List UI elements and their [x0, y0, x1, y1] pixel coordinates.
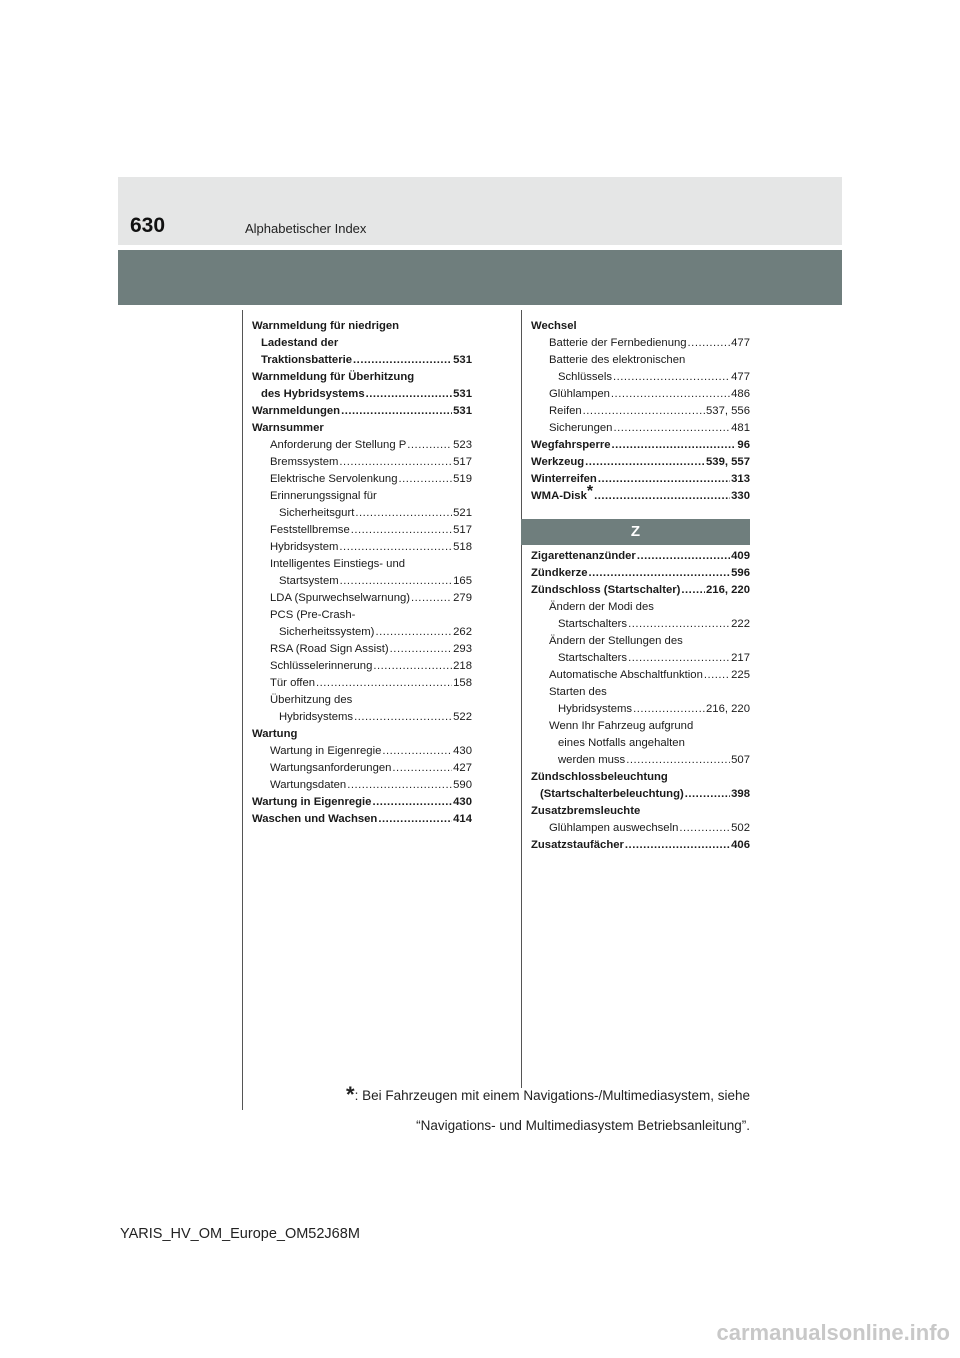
index-entry-term: Wartung in Eigenregie: [252, 796, 372, 808]
index-entry: [531, 752, 750, 769]
index-entry: [252, 573, 472, 590]
index-entry: [252, 488, 472, 505]
index-entry-term: Ändern der Modi des: [549, 601, 654, 613]
dot-leader: [411, 590, 452, 607]
index-entry: [531, 335, 750, 352]
index-entry-term: Wartung in Eigenregie: [270, 745, 382, 757]
index-entry-page: 165: [453, 575, 472, 587]
index-entry-term: Zusatzbremsleuchte: [531, 805, 641, 817]
index-entry-term: Sicherungen: [549, 422, 613, 434]
header-dark-bar: [118, 250, 842, 305]
index-entry: [531, 786, 750, 803]
index-entry-page: 477: [731, 371, 750, 383]
index-entry: [252, 539, 472, 556]
index-entry-page: 539, 557: [706, 456, 750, 468]
index-entry-page: 517: [453, 456, 472, 468]
index-entry: [252, 794, 472, 811]
dot-leader: [633, 701, 705, 718]
dot-leader: [585, 454, 705, 471]
document-code: YARIS_HV_OM_Europe_OM52J68M: [120, 1226, 360, 1242]
index-entry: [252, 437, 472, 454]
index-entry: [252, 726, 472, 743]
index-entry: [531, 820, 750, 837]
index-entry-page: 218: [453, 660, 472, 672]
index-entry-page: 531: [453, 388, 472, 400]
footnote-line-2: “Navigations- und Multimediasystem Betriebsanleitung”.: [416, 1118, 750, 1133]
index-entry-term: Automatische Abschaltfunktion: [549, 669, 703, 681]
dot-leader: [354, 709, 452, 726]
index-entry-term: Startschalters: [558, 618, 628, 630]
index-entry-page: 158: [453, 677, 472, 689]
index-entry: [531, 735, 750, 752]
index-entry: [252, 403, 472, 420]
index-column-right-z: [531, 548, 750, 854]
dot-leader: [628, 616, 730, 633]
index-entry-term: Wegfahrsperre: [531, 439, 611, 451]
dot-leader: [339, 454, 452, 471]
index-entry-term: Elektrische Servolenkung: [270, 473, 398, 485]
index-entry-term: Wechsel: [531, 320, 577, 332]
index-entry-term: Glühlampen: [549, 388, 610, 400]
index-entry-term: Anforderung der Stellung P: [270, 439, 407, 451]
index-entry-page: 430: [453, 796, 472, 808]
watermark: carmanualsonline.info: [716, 1320, 950, 1345]
index-entry-term: Zigarettenanzünder: [531, 550, 636, 562]
index-entry-term: Zündschloss (Startschalter): [531, 584, 681, 596]
index-entry-term: Traktionsbatterie: [261, 354, 353, 366]
index-entry: [531, 369, 750, 386]
index-entry: [531, 548, 750, 565]
letter-heading-z: Z: [521, 519, 750, 545]
index-entry-term: Waschen und Wachsen: [252, 813, 378, 825]
left-column-rule: [242, 310, 243, 1110]
dot-leader: [613, 369, 730, 386]
index-entry: [531, 599, 750, 616]
index-entry-term: Hybridsystems: [558, 703, 633, 715]
index-entry: [252, 471, 472, 488]
dot-leader: [375, 624, 452, 641]
dot-leader: [589, 565, 731, 582]
index-entry: [531, 650, 750, 667]
index-entry: [531, 565, 750, 582]
index-entry-page: 225: [731, 669, 750, 681]
index-entry-page: 330: [731, 490, 750, 502]
index-entry-page: 507: [731, 754, 750, 766]
index-entry: [531, 386, 750, 403]
index-entry: [531, 701, 750, 718]
index-entry-page: 521: [453, 507, 472, 519]
index-entry-term: Glühlampen auswechseln: [549, 822, 679, 834]
index-entry-page: 502: [731, 822, 750, 834]
index-entry-term: Wartungsdaten: [270, 779, 347, 791]
index-entry: [252, 352, 472, 369]
index-entry-term: Warnmeldung für Überhitzung: [252, 371, 415, 383]
index-entry: [531, 667, 750, 684]
index-entry-term: Intelligentes Einstiegs- und: [270, 558, 406, 570]
index-entry-term: LDA (Spurwechselwarnung): [270, 592, 411, 604]
index-entry-page: 481: [731, 422, 750, 434]
index-entry-term: Zündschlossbeleuchtung: [531, 771, 668, 783]
dot-leader: [407, 437, 452, 454]
index-entry: [531, 471, 750, 488]
index-entry: [531, 616, 750, 633]
index-entry-term: Hybridsystems: [279, 711, 354, 723]
index-entry-term: Schlüsselerinnerung: [270, 660, 373, 672]
index-entry-page: 537, 556: [706, 405, 750, 417]
index-entry: [531, 837, 750, 854]
dot-leader: [347, 777, 452, 794]
index-entry: [531, 403, 750, 420]
dot-leader: [611, 386, 730, 403]
index-entry: [252, 505, 472, 522]
dot-leader: [688, 335, 731, 352]
index-entry-term: Tür offen: [270, 677, 316, 689]
index-entry-term: Winterreifen: [531, 473, 597, 485]
dot-leader: [681, 582, 705, 599]
index-entry-term: Hybridsystem: [270, 541, 339, 553]
index-entry-term: Wartung: [252, 728, 298, 740]
dot-leader: [341, 403, 452, 420]
footnote-star: *: [346, 1082, 355, 1107]
index-entry-term: Warnmeldung für niedrigen: [252, 320, 400, 332]
index-entry: [531, 437, 750, 454]
dot-leader: [316, 675, 452, 692]
index-entry-page: 519: [453, 473, 472, 485]
dot-leader: [612, 437, 737, 454]
footnote: [346, 1080, 750, 1141]
index-entry-term: Zündkerze: [531, 567, 588, 579]
index-entry: [252, 335, 472, 352]
index-entry-page: 531: [453, 354, 472, 366]
index-entry-term: Warnsummer: [252, 422, 324, 434]
index-entry-term: Feststellbremse: [270, 524, 350, 536]
index-entry: [252, 692, 472, 709]
index-entry-page: 293: [453, 643, 472, 655]
index-entry-term: Erinnerungssignal für: [270, 490, 377, 502]
index-entry-term: Wartungsanforderungen: [270, 762, 392, 774]
index-entry-term: Zusatzstaufächer: [531, 839, 624, 851]
dot-leader: [594, 488, 730, 505]
index-entry: [252, 454, 472, 471]
index-entry-page: 262: [453, 626, 472, 638]
index-entry-term: Startsystem: [279, 575, 339, 587]
index-entry-term: Ladestand der: [261, 337, 339, 349]
index-entry-term: Batterie des elektronischen: [549, 354, 686, 366]
index-entry-term: PCS (Pre-Crash-: [270, 609, 356, 621]
index-entry: [531, 684, 750, 701]
middle-column-rule: [521, 310, 522, 1088]
index-entry: [252, 386, 472, 403]
index-entry-term: Sicherheitssystem): [279, 626, 375, 638]
index-column-right-w: [531, 318, 750, 505]
index-entry: [252, 318, 472, 335]
dot-leader: [628, 650, 730, 667]
index-entry: [252, 658, 472, 675]
index-entry-page: 96: [737, 439, 750, 451]
dot-leader: [390, 641, 452, 658]
index-entry: [252, 641, 472, 658]
index-entry-term: Schlüssels: [558, 371, 612, 383]
index-entry-page: 523: [453, 439, 472, 451]
dot-leader: [382, 743, 452, 760]
footnote-marker: *: [586, 483, 594, 500]
index-entry: [531, 718, 750, 735]
index-entry: [252, 420, 472, 437]
index-entry-page: 430: [453, 745, 472, 757]
index-entry-term: Überhitzung des: [270, 694, 353, 706]
index-entry-page: 518: [453, 541, 472, 553]
dot-leader: [398, 471, 452, 488]
index-entry-term: Startschalters: [558, 652, 628, 664]
dot-leader: [339, 539, 452, 556]
index-entry-term: Sicherheitsgurt: [279, 507, 355, 519]
index-entry: [531, 633, 750, 650]
section-title: Alphabetischer Index: [245, 221, 367, 236]
index-entry-term: Werkzeug: [531, 456, 585, 468]
index-entry-page: 216, 220: [706, 703, 750, 715]
index-entry-term: eines Notfalls angehalten: [558, 737, 685, 749]
dot-leader: [637, 548, 730, 565]
index-entry-term: Batterie der Fernbedienung: [549, 337, 687, 349]
dot-leader: [378, 811, 452, 828]
index-entry: [252, 556, 472, 573]
header-band: [118, 177, 842, 245]
footnote-line-1: : Bei Fahrzeugen mit einem Navigations-/Multimediasystem, siehe: [354, 1088, 750, 1103]
index-entry: [252, 811, 472, 828]
index-entry: [531, 454, 750, 471]
index-entry-term: (Startschalterbeleuchtung): [540, 788, 684, 800]
index-entry-page: 486: [731, 388, 750, 400]
dot-leader: [373, 658, 452, 675]
index-entry: [252, 590, 472, 607]
index-entry-term: Bremssystem: [270, 456, 339, 468]
index-entry-term: des Hybridsystems: [261, 388, 365, 400]
index-entry: [531, 483, 750, 505]
index-entry-term: Warnmeldungen: [252, 405, 341, 417]
dot-leader: [392, 760, 452, 777]
index-entry-term: Ändern der Stellungen des: [549, 635, 683, 647]
index-entry: [531, 318, 750, 335]
index-entry-term: Reifen: [549, 405, 582, 417]
index-entry: [252, 624, 472, 641]
index-entry: [531, 582, 750, 599]
dot-leader: [583, 403, 705, 420]
index-entry-term: WMA-Disk*: [531, 483, 594, 502]
index-entry-term: RSA (Road Sign Assist): [270, 643, 389, 655]
index-entry-page: 313: [731, 473, 750, 485]
index-entry-page: 279: [453, 592, 472, 604]
index-entry: [252, 760, 472, 777]
index-entry-page: 477: [731, 337, 750, 349]
index-entry: [252, 743, 472, 760]
dot-leader: [372, 794, 452, 811]
index-entry-term: werden muss: [558, 754, 626, 766]
index-entry-page: 398: [731, 788, 750, 800]
index-entry-page: 590: [453, 779, 472, 791]
index-entry: [252, 607, 472, 624]
dot-leader: [685, 786, 730, 803]
dot-leader: [355, 505, 452, 522]
dot-leader: [340, 573, 453, 590]
dot-leader: [626, 752, 730, 769]
dot-leader: [351, 522, 452, 539]
dot-leader: [598, 471, 730, 488]
index-entry: [252, 777, 472, 794]
index-entry-page: 409: [731, 550, 750, 562]
dot-leader: [625, 837, 730, 854]
dot-leader: [679, 820, 730, 837]
index-entry: [252, 709, 472, 726]
index-entry: [531, 352, 750, 369]
index-entry-page: 531: [453, 405, 472, 417]
index-entry: [252, 369, 472, 386]
index-entry-term: Starten des: [549, 686, 607, 698]
dot-leader: [613, 420, 730, 437]
index-entry-page: 517: [453, 524, 472, 536]
index-entry-page: 217: [731, 652, 750, 664]
index-entry-page: 414: [453, 813, 472, 825]
index-column-left: [252, 318, 472, 828]
index-entry-page: 216, 220: [706, 584, 750, 596]
index-entry: [252, 675, 472, 692]
index-entry-term: Wenn Ihr Fahrzeug aufgrund: [549, 720, 694, 732]
dot-leader: [353, 352, 452, 369]
index-entry-page: 406: [731, 839, 750, 851]
index-entry: [531, 803, 750, 820]
index-entry: [531, 420, 750, 437]
index-entry: [531, 769, 750, 786]
index-entry: [252, 522, 472, 539]
page-number: 630: [130, 214, 166, 237]
dot-leader: [366, 386, 453, 403]
dot-leader: [704, 667, 730, 684]
index-entry-page: 427: [453, 762, 472, 774]
index-entry-page: 596: [731, 567, 750, 579]
index-entry-page: 522: [453, 711, 472, 723]
index-entry-page: 222: [731, 618, 750, 630]
